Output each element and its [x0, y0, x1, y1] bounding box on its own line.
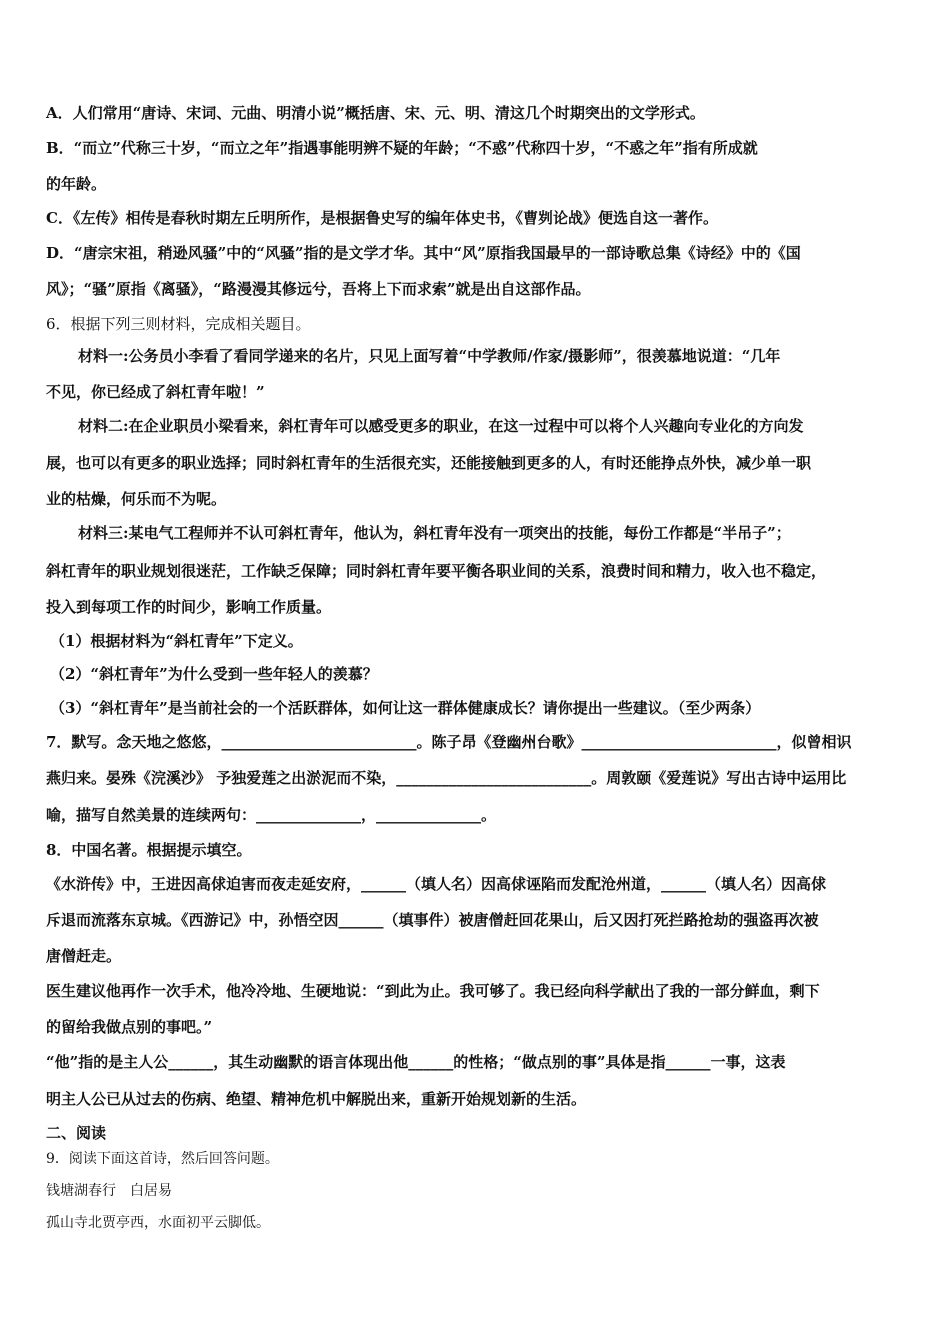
option-a: A．人们常用“唐诗、宋词、元曲、明清小说”概括唐、宋、元、明、清这几个时期突出的文学形式。 — [46, 104, 705, 122]
subquestion-1: （1）根据材料为“斜杠青年”下定义。 — [50, 632, 303, 650]
material-1-line-1: 材料一:公务员小李看了看同学递来的名片，只见上面写着“中学教师/作家/摄影师”，很羡慕地说道：“几年 — [78, 347, 781, 365]
material-3-line-3: 投入到每项工作的时间少，影响工作质量。 — [46, 598, 332, 616]
excerpt-question-line-1: “他”指的是主人公______，其生动幽默的语言体现出他______的性格；“做点别的事”具体是指______一事，这表 — [46, 1053, 786, 1071]
poem-line-1: 孤山寺北贾亭西，水面初平云脚低。 — [46, 1215, 270, 1231]
question-9-heading: 9．阅读下面这首诗，然后回答问题。 — [46, 1151, 279, 1167]
material-2-line-1: 材料二:在企业职员小梁看来，斜杠青年可以感受更多的职业，在这一过程中可以将个人兴趣向专业化的方向发 — [78, 417, 804, 435]
question-6-heading: 6．根据下列三则材料，完成相关题目。 — [46, 315, 311, 333]
subquestion-3: （3）“斜杠青年”是当前社会的一个活跃群体，如何让这一群体健康成长？请你提出一些建议。（至少两条） — [50, 699, 761, 717]
material-2-line-2: 展，也可以有更多的职业选择；同时斜杠青年的生活很充实，还能接触到更多的人，有时还能挣点外快，减少单一职 — [46, 454, 812, 472]
question-7-line-2: 燕归来。晏殊《浣溪沙》 予独爱莲之出淤泥而不染，__________________________。周敦颐《爱莲说》写出古诗中运用比 — [46, 769, 847, 787]
section-reading-heading: 二、阅读 — [46, 1124, 107, 1142]
excerpt-line-2: 的留给我做点别的事吧。” — [46, 1018, 213, 1036]
question-8-line-3: 唐僧赶走。 — [46, 947, 122, 965]
question-7-line-1: 7．默写。念天地之悠悠，__________________________。陈子昂《登幽州台歌》__________________________，似曾相识 — [46, 733, 852, 751]
option-d-line-2: 风》；“骚”原指《离骚》，“路漫漫其修远兮，吾将上下而求索”就是出自这部作品。 — [46, 280, 591, 298]
material-1-line-2: 不见，你已经成了斜杠青年啦！” — [46, 383, 265, 401]
option-d-line-1: D．“唐宗宋祖，稍逊风骚”中的“风骚”指的是文学才华。其中“风”原指我国最早的一部诗歌总集《诗经》中的《国 — [46, 244, 801, 262]
question-8-line-2: 斥退而流落东京城。《西游记》中，孙悟空因______（填事件）被唐僧赶回花果山，后又因打死拦路抢劫的强盗再次被 — [46, 911, 819, 929]
subquestion-2: （2）“斜杠青年”为什么受到一些年轻人的羡慕？ — [50, 665, 378, 683]
material-3-line-2: 斜杠青年的职业规划很迷茫，工作缺乏保障；同时斜杠青年要平衡各职业间的关系，浪费时间和精力，收入也不稳定， — [46, 562, 827, 580]
question-8-heading: 8．中国名著。根据提示填空。 — [46, 841, 252, 859]
question-8-line-1: 《水浒传》中，王进因高俅迫害而夜走延安府，______（填人名）因高俅诬陷而发配沧州道，______（填人名）因高俅 — [46, 875, 827, 893]
option-b-line-2: 的年龄。 — [46, 175, 107, 193]
excerpt-question-line-2: 明主人公已从过去的伤病、绝望、精神危机中解脱出来，重新开始规划新的生活。 — [46, 1090, 587, 1108]
excerpt-line-1: 医生建议他再作一次手术，他冷冷地、生硬地说：“到此为止。我可够了。我已经向科学献出了我的一部分鲜血，剩下 — [46, 982, 820, 1000]
option-c: C．《左传》相传是春秋时期左丘明所作，是根据鲁史写的编年体史书，《曹刿论战》便选自这一著作。 — [46, 209, 718, 227]
material-2-line-3: 业的枯燥，何乐而不为呢。 — [46, 490, 227, 508]
poem-title: 钱塘湖春行 白居易 — [46, 1183, 172, 1199]
question-7-line-3: 喻，描写自然美景的连续两句：______________，______________。 — [46, 806, 497, 824]
material-3-line-1: 材料三:某电气工程师并不认可斜杠青年，他认为，斜杠青年没有一项突出的技能，每份工作都是“半吊子”； — [78, 524, 791, 542]
option-b-line-1: B．“而立”代称三十岁，“而立之年”指遇事能明辨不疑的年龄；“不惑”代称四十岁，“不惑之年”指有所成就 — [46, 139, 758, 157]
